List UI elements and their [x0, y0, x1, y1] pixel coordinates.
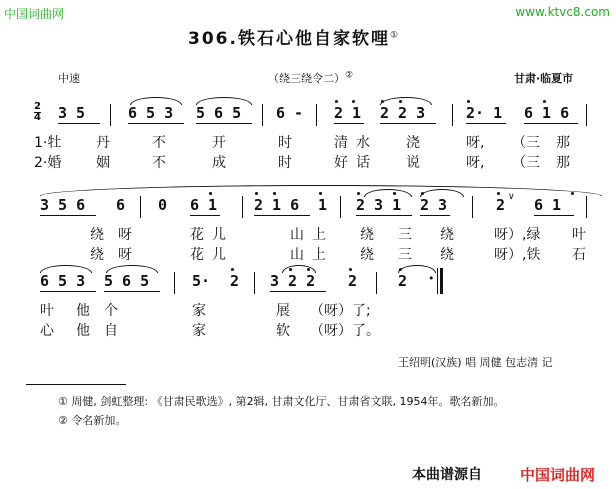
barline	[452, 104, 453, 126]
lyric: 那	[556, 135, 570, 151]
performer-credits: 王绍明(汉族) 唱 周健 包志清 记	[398, 356, 553, 369]
lyric: 不	[152, 155, 166, 171]
lyric: 绕	[90, 247, 104, 263]
barline	[340, 196, 341, 218]
lyric: 绕	[90, 227, 104, 243]
note-group: 2 3 1	[356, 196, 402, 214]
footnote-1	[58, 393, 505, 409]
high-octave-dot	[399, 100, 402, 103]
note-group: 6 5 3	[128, 104, 174, 122]
time-sig-top: 2	[34, 101, 41, 112]
note-group: 6 5 3	[40, 272, 86, 290]
lyric: 绕	[440, 247, 454, 263]
lyric: 绕	[360, 247, 374, 263]
high-octave-dot	[381, 100, 384, 103]
beam	[270, 291, 326, 292]
song-title	[188, 24, 400, 49]
beam	[190, 215, 220, 216]
note-group: 6 1 6	[524, 104, 570, 122]
barline	[174, 272, 175, 294]
high-octave-dot	[543, 100, 546, 103]
beam	[420, 215, 450, 216]
beam	[40, 215, 96, 216]
lyric: 软	[276, 323, 290, 339]
lyric: 三	[398, 247, 412, 263]
breath-mark-icon: ∨	[508, 192, 515, 202]
beam	[254, 215, 310, 216]
note-group: 5 6 5	[196, 104, 242, 122]
beam	[104, 291, 160, 292]
footnote-2	[58, 412, 126, 428]
lyric: 石	[572, 247, 586, 263]
high-octave-dot	[335, 100, 338, 103]
note-group: 2 1	[334, 104, 362, 122]
lyric: 绕	[360, 227, 374, 243]
high-octave-dot	[273, 192, 276, 195]
high-octave-dot	[349, 268, 352, 271]
note-group: 1	[318, 196, 328, 214]
barline	[242, 196, 243, 218]
lyric: 家	[192, 303, 206, 319]
lyric: 浇	[406, 135, 420, 151]
high-octave-dot	[319, 192, 322, 195]
note-group: 2	[496, 196, 506, 214]
beam	[356, 215, 412, 216]
note-group: 2	[348, 272, 358, 290]
lyric: 个	[104, 303, 118, 319]
barline	[316, 104, 317, 126]
lyric: （三	[512, 135, 540, 151]
note-group: 2 2 3	[380, 104, 426, 122]
high-octave-dot	[497, 192, 500, 195]
lyric: 话	[356, 155, 370, 171]
high-octave-dot	[352, 100, 355, 103]
lyric: 时	[278, 135, 292, 151]
lyric: 呀	[118, 227, 132, 243]
high-octave-dot	[421, 192, 424, 195]
note-group: 5 6 5	[104, 272, 150, 290]
lyric: 姻	[96, 155, 110, 171]
lyric: 山	[290, 247, 304, 263]
lyric: （三	[512, 155, 540, 171]
source-label: 本曲谱源自	[412, 467, 482, 483]
footnote-text: 周健, 剑虹整理: 《甘肃民歌选》, 第2辑, 甘肃文化厅、甘肃省文联, 1954年。歌名新加。	[71, 395, 505, 408]
note-group: 6 -	[276, 104, 304, 122]
note-group: 5·	[192, 272, 211, 290]
high-octave-dot	[467, 100, 470, 103]
lyric: 三	[398, 227, 412, 243]
beam	[334, 123, 364, 124]
lyric: （呀）	[310, 323, 352, 339]
lyric: 家	[192, 323, 206, 339]
note-group: 0	[158, 196, 168, 214]
barline	[254, 272, 255, 294]
subtitle-footnote-mark: ②	[345, 70, 354, 81]
note-group: 2	[230, 272, 240, 290]
barline	[262, 104, 263, 126]
note-group: 6 1	[534, 196, 562, 214]
tune-subtitle	[268, 70, 353, 86]
beam	[380, 123, 436, 124]
lyric: 开	[212, 135, 226, 151]
lyric: 好	[334, 155, 348, 171]
lyric: 自	[104, 323, 118, 339]
high-octave-dot	[357, 192, 360, 195]
note-group: 3 5 6	[40, 196, 86, 214]
lyric: 呀	[118, 247, 132, 263]
barline	[376, 272, 377, 294]
beam	[128, 123, 184, 124]
high-octave-dot	[289, 268, 292, 271]
lyric: 清	[334, 135, 348, 151]
lyric: 呀,	[466, 135, 485, 151]
lyric: 呀,	[466, 155, 485, 171]
note-group: 2 3	[420, 196, 448, 214]
note-group: 6 1	[190, 196, 218, 214]
lyric: 花	[190, 227, 204, 243]
barline	[140, 196, 141, 218]
lyric: 叶	[572, 227, 586, 243]
lyric: 上	[312, 247, 326, 263]
lyric: 成	[212, 155, 226, 171]
lyric: 呀）,铁	[494, 247, 541, 263]
lyric: 心	[40, 323, 54, 339]
lyric: 时	[278, 155, 292, 171]
lyric: 上	[312, 227, 326, 243]
lyric: 1·牡	[34, 135, 62, 151]
lyric: 绕	[440, 227, 454, 243]
beam	[58, 123, 100, 124]
fermata-icon: •	[428, 272, 435, 285]
barline	[110, 104, 111, 126]
title-footnote-mark: ①	[389, 30, 401, 41]
lyric: 不	[152, 135, 166, 151]
note-group: 2 1 6	[254, 196, 300, 214]
lyric: 山	[290, 227, 304, 243]
time-sig-bottom: 4	[34, 112, 41, 123]
high-octave-dot	[209, 192, 212, 195]
high-octave-dot	[571, 192, 574, 195]
lyric: 花	[190, 247, 204, 263]
source-site-link[interactable]: 中国词曲网	[520, 466, 596, 484]
barline	[472, 196, 473, 218]
region-label: 甘肃·临夏市	[514, 72, 574, 85]
lyric: 叶	[40, 303, 54, 319]
lyric: 他	[76, 323, 90, 339]
lyric: 呀）,绿	[494, 227, 541, 243]
footnote-text: 令名新加。	[71, 414, 127, 427]
footnote-mark: ②	[58, 414, 68, 427]
beam	[524, 123, 578, 124]
note-group: 2· 1	[466, 104, 503, 122]
lyric: 展	[276, 303, 290, 319]
lyric: 了。	[352, 323, 380, 339]
final-barline-thick	[440, 268, 443, 294]
lyric: 了;	[352, 303, 371, 319]
lyric: 那	[556, 155, 570, 171]
high-octave-dot	[255, 192, 258, 195]
lyric: 丹	[96, 135, 110, 151]
footnote-mark: ①	[58, 395, 68, 408]
lyric: 水	[356, 135, 370, 151]
note-group: 3 2 2	[270, 272, 316, 290]
beam	[466, 123, 506, 124]
beam	[196, 123, 252, 124]
high-octave-dot	[393, 192, 396, 195]
footnote-divider	[26, 384, 126, 385]
final-barline-thin	[437, 268, 438, 294]
beam	[534, 215, 574, 216]
watermark-left: 中国词曲网	[4, 7, 65, 21]
barline	[586, 196, 587, 218]
high-octave-dot	[307, 268, 310, 271]
lyric: 2·婚	[34, 155, 62, 171]
note-group: 6	[116, 196, 126, 214]
watermark-right: www.ktvc8.com	[515, 5, 610, 19]
note-group: 3 5	[58, 104, 86, 122]
lyric: 他	[76, 303, 90, 319]
beam	[40, 291, 96, 292]
lyric: （呀）	[310, 303, 352, 319]
tune-subtitle-text: （绕三绕令二）	[268, 72, 345, 85]
tempo-marking: 中速	[58, 72, 80, 85]
note-group: 2	[398, 272, 408, 290]
lyric: 儿	[212, 247, 226, 263]
song-title-text: 306.铁石心他自家软哩	[188, 29, 390, 49]
barline	[586, 104, 587, 126]
lyric: 儿	[212, 227, 226, 243]
high-octave-dot	[399, 268, 402, 271]
lyric: 说	[406, 155, 420, 171]
time-signature	[34, 102, 41, 123]
high-octave-dot	[231, 268, 234, 271]
